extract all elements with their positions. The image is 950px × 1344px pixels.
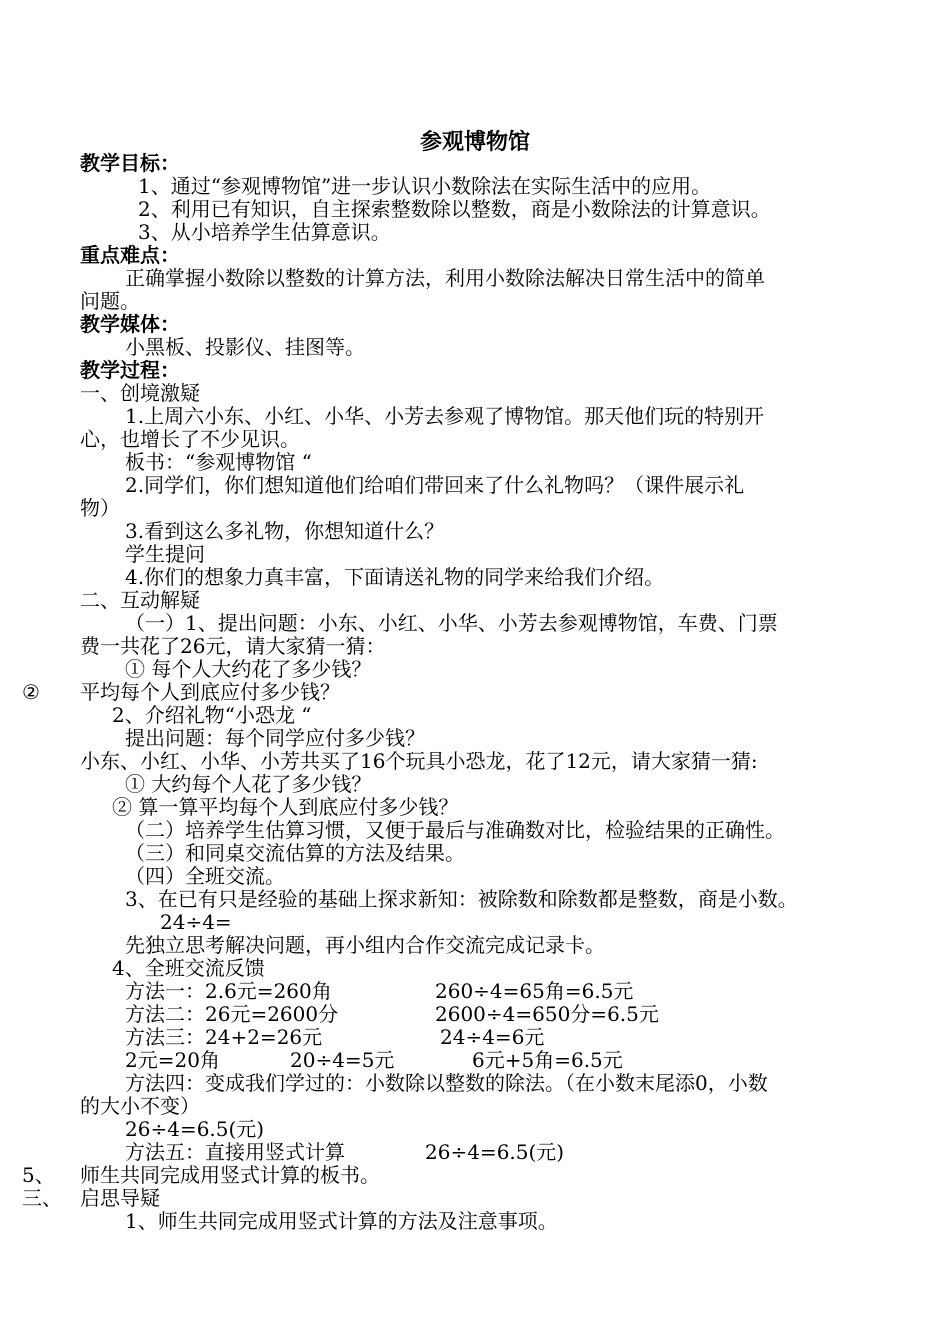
list-marker: ② — [22, 680, 40, 704]
section-heading: 一、创境激疑 — [80, 381, 200, 405]
process-line: 平均每个人到底应付多少钱？ — [80, 680, 340, 704]
key-points-text: 问题。 — [80, 289, 140, 313]
process-line: 学生提问 — [125, 542, 205, 566]
section-heading: 二、互动解疑 — [80, 588, 200, 612]
process-line: 1.上周六小东、小红、小华、小芳去参观了博物馆。那天他们玩的特别开 — [125, 404, 765, 428]
process-line: 提出问题：每个同学应付多少钱？ — [125, 726, 425, 750]
process-line: （二）培养学生估算习惯，又便于最后与准确数对比，检验结果的正确性。 — [125, 818, 785, 842]
process-heading: 教学过程： — [80, 358, 180, 382]
method-line: 方法三：24+2=26元 — [125, 1025, 323, 1049]
method-result: 24÷4=6元 — [440, 1025, 545, 1049]
process-line: 费一共花了26元，请大家猜一猜： — [80, 634, 386, 658]
process-line: 2、介绍礼物“小恐龙 “ — [112, 703, 312, 727]
section-heading: 启思导疑 — [80, 1186, 160, 1210]
objective-item: 3、从小培养学生估算意识。 — [138, 220, 391, 244]
method-line: 方法四：变成我们学过的：小数除以整数的除法。（在小数末尾添0，小数 — [125, 1071, 768, 1095]
key-points-heading: 重点难点： — [80, 243, 180, 267]
process-line: 先独立思考解决问题，再小组内合作交流完成记录卡。 — [125, 933, 605, 957]
method-result: 2600÷4=650分=6.5元 — [435, 1002, 659, 1026]
method-line: 的大小不变） — [80, 1094, 200, 1118]
method-line: 20÷4=5元 — [290, 1048, 395, 1072]
list-marker: 5、 — [22, 1163, 55, 1187]
objective-item: 2、利用已有知识，自主探索整数除以整数，商是小数除法的计算意识。 — [138, 197, 771, 221]
method-line: 2元=20角 — [125, 1048, 220, 1072]
method-line: 26÷4=6.5(元) — [125, 1117, 265, 1141]
process-line: 师生共同完成用竖式计算的板书。 — [80, 1163, 380, 1187]
method-result: 6元+5角=6.5元 — [472, 1048, 623, 1072]
key-points-text: 正确掌握小数除以整数的计算方法，利用小数除法解决日常生活中的简单 — [125, 266, 765, 290]
process-line: 2.同学们，你们想知道他们给咱们带回来了什么礼物吗？（课件展示礼 — [125, 473, 745, 497]
process-line: 3.看到这么多礼物，你想知道什么？ — [125, 519, 445, 543]
list-marker: 三、 — [22, 1186, 62, 1210]
process-line: 物） — [80, 496, 120, 520]
method-result: 260÷4=65角=6.5元 — [435, 979, 634, 1003]
media-heading: 教学媒体： — [80, 312, 180, 336]
page-title: 参观博物馆 — [419, 130, 530, 155]
method-line: 方法五：直接用竖式计算 — [125, 1140, 345, 1164]
method-result: 26÷4=6.5(元) — [425, 1140, 565, 1164]
process-line: （三）和同桌交流估算的方法及结果。 — [125, 841, 465, 865]
objectives-heading: 教学目标： — [80, 151, 180, 175]
process-line: 1、师生共同完成用竖式计算的方法及注意事项。 — [125, 1209, 558, 1233]
media-text: 小黑板、投影仪、挂图等。 — [125, 335, 365, 359]
process-line: 4、全班交流反馈 — [112, 956, 265, 980]
process-line: 4.你们的想象力真丰富，下面请送礼物的同学来给我们介绍。 — [125, 565, 665, 589]
process-line: ② 算一算平均每个人到底应付多少钱？ — [112, 795, 459, 819]
method-line: 方法一：2.6元=260角 — [125, 979, 332, 1003]
process-line: 24÷4= — [160, 910, 232, 934]
process-line: 心，也增长了不少见识。 — [80, 427, 300, 451]
objective-item: 1、通过“参观博物馆”进一步认识小数除法在实际生活中的应用。 — [138, 174, 712, 198]
process-line: ① 每个人大约花了多少钱？ — [125, 657, 372, 681]
method-line: 方法二：26元=2600分 — [125, 1002, 339, 1026]
process-line: ① 大约每个人花了多少钱？ — [125, 772, 372, 796]
process-line: 板书：“参观博物馆 “ — [125, 450, 312, 474]
process-line: （四）全班交流。 — [125, 864, 285, 888]
process-line: （一）1、提出问题：小东、小红、小华、小芳去参观博物馆，车费、门票 — [125, 611, 778, 635]
process-line: 小东、小红、小华、小芳共买了16个玩具小恐龙，花了12元，请大家猜一猜: — [80, 749, 758, 773]
process-line: 3、在已有只是经验的基础上探求新知：被除数和除数都是整数，商是小数。 — [125, 887, 798, 911]
